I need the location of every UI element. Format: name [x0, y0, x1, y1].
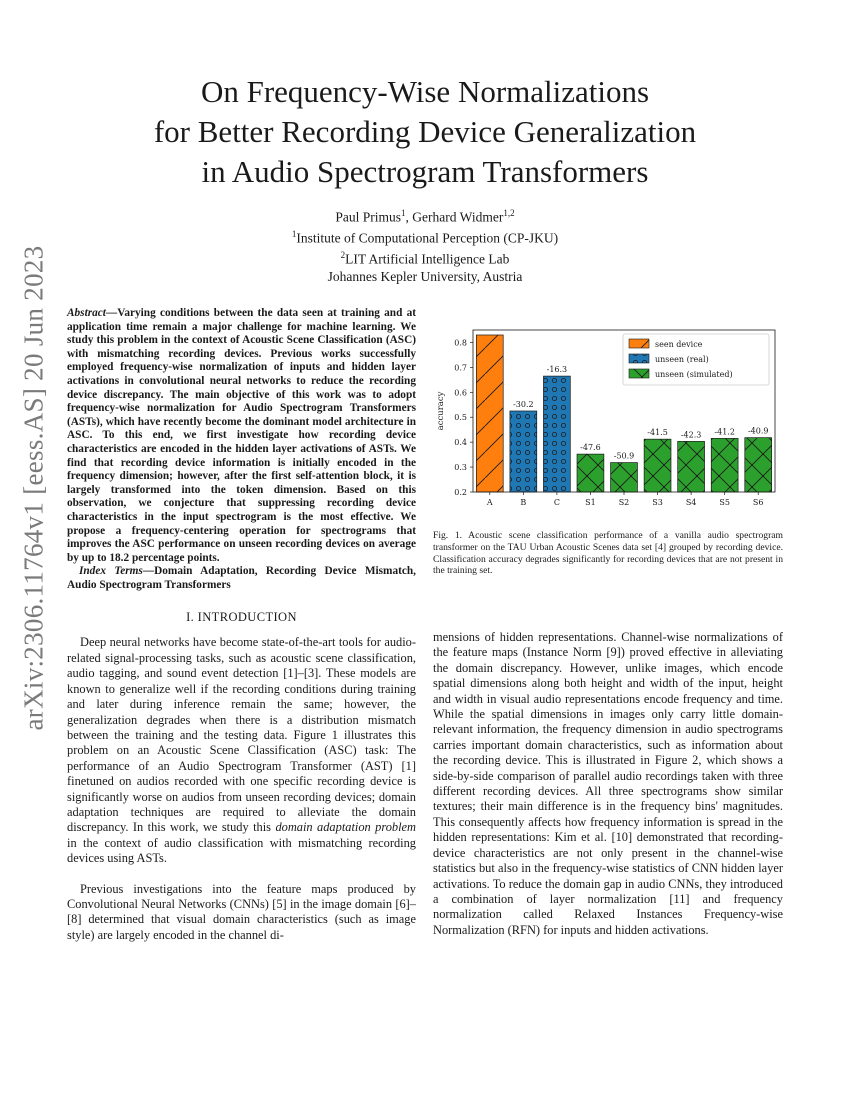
title-line-1: On Frequency-Wise Normalizations — [200, 74, 650, 109]
x-tick-label: S6 — [752, 498, 764, 507]
data-label: -40.9 — [747, 426, 769, 436]
accuracy-bar-chart — [433, 322, 783, 512]
arxiv-stamp-text: arXiv:2306.11764v1 [eess.AS] 20 Jun 2023 — [18, 245, 49, 730]
data-label: -41.2 — [714, 427, 735, 437]
figure-1 — [433, 322, 783, 517]
title-line-3: in Audio Spectrogram Transformers — [201, 154, 649, 189]
abstract-label: Abstract — [67, 307, 106, 319]
paper-title — [0, 72, 850, 192]
affiliation-3: Johannes Kepler University, Austria — [327, 269, 523, 284]
x-tick-label: S3 — [652, 498, 663, 507]
author-names — [0, 205, 850, 226]
y-axis-ticks — [454, 338, 473, 497]
bar-S1-hatch — [577, 454, 604, 492]
y-axis-label-text: accuracy — [436, 391, 446, 431]
legend-label-real: unseen (real) — [655, 355, 709, 364]
intro-p1-part-a: Deep neural networks have become state-of-the-art tools for audio-related signal-processing tasks, such as acoustic scene classification, audio tagging, and sound event detection [1]–[3]. These models are known to generalize well if the recording conditions during training and later during inference remain the same; however, the generalization degrades when there is a distribution mismatch between the training and the testing data. Figure 1 illustrates this problem on an Acoustic Scene Classification (ASC) task: The performance of an Audio Spectrogram Transformer (AST) [1] finetuned on audios recorded with one specific recording device is significantly worse on audios from unseen recording devices; domain adaptation techniques are required to alleviate the domain discrepancy. In this work, we study this — [67, 635, 416, 835]
data-label: -50.9 — [613, 451, 635, 461]
author-separator: , — [405, 209, 413, 225]
author-1: Paul Primus — [335, 209, 402, 225]
affiliation-2 — [0, 247, 850, 268]
right-column — [433, 630, 783, 938]
left-column — [67, 307, 416, 943]
x-tick-label: C — [553, 498, 560, 507]
bar-S3-hatch — [644, 439, 671, 492]
author-2-sup: 1,2 — [503, 208, 515, 218]
right-paragraph: mensions of hidden representations. Channel-wise normalizations of the feature maps (Instance Norm [9]) proved effective in alleviating the domain discrepancy. However, unlike images, which encode spatial dimensions along both height and width of the input, height and width in visual audio representations encode frequency and time. While the spatial dimensions in images only carry little domain-relevant information, the frequency dimension in audio spectrograms carries important domain characteristics, such as information about the recording device. This is illustrated in Figure 2, which shows a side-by-side comparison of parallel audio recordings taken with three different recording devices. All three spectrograms show similar textures; their main difference is in the frequency bins' magnitudes. This consequently affects how frequency information is spread in the hidden representations: Kim et al. [10] demonstrated that recording-device characteristics are not only present in the channel-wise statistics but also in the frequency-wise statistics of CNN hidden layer activations. To reduce the domain gap in audio CNNs, they introduced a combination of layer normalization [11] and frequency normalization called Relaxed Instances Frequency-wise Normalization (RFN) for inputs and hidden activations. — [433, 630, 783, 937]
author-1-sup: 1 — [401, 208, 406, 218]
legend-swatch-hatch — [629, 369, 649, 378]
arxiv-stamp — [14, 245, 54, 730]
legend-label-simulated: unseen (simulated) — [655, 370, 733, 379]
y-tick-label: 0.8 — [454, 338, 467, 348]
figure-1-caption: Fig. 1. Acoustic scene classification performance of a vanilla audio spectrogram transformer on the TAU Urban Acoustic Scenes data set [4] grouped by recording device. Classification accuracy degrades significantly for recording devices that are not present in the training set. — [433, 530, 783, 577]
author-2: Gerhard Widmer — [412, 209, 504, 225]
y-tick-label: 0.3 — [454, 463, 467, 473]
y-tick-label: 0.2 — [454, 488, 467, 497]
x-axis-ticks — [486, 492, 764, 507]
bar-S4-hatch — [678, 441, 705, 492]
data-label: -41.5 — [647, 428, 668, 438]
affiliation-2-text: LIT Artificial Intelligence Lab — [345, 251, 510, 267]
index-terms — [67, 565, 416, 592]
bar-S5-hatch — [711, 438, 738, 492]
title-line-2: for Better Recording Device Generalization — [153, 114, 697, 149]
x-tick-label: S5 — [719, 498, 730, 507]
y-axis-label — [436, 391, 446, 430]
author-block — [0, 205, 850, 286]
abstract — [67, 307, 416, 565]
x-tick-label: S1 — [585, 498, 596, 507]
bar-S6-hatch — [745, 438, 772, 492]
data-label: -42.3 — [680, 430, 702, 440]
affiliation-1-sup: 1 — [291, 229, 297, 239]
bar-B-hatch — [510, 411, 537, 492]
legend-swatch-hatch — [629, 339, 649, 348]
y-tick-label: 0.5 — [454, 413, 467, 423]
bar-A-hatch — [476, 335, 503, 492]
intro-p1-emphasis: domain adaptation problem — [275, 820, 416, 835]
y-tick-label: 0.6 — [454, 388, 467, 398]
x-tick-label: S2 — [618, 498, 630, 507]
affiliation-1 — [0, 226, 850, 247]
bar-C-hatch — [543, 376, 570, 492]
section-heading-introduction: I. INTRODUCTION — [186, 610, 297, 625]
x-tick-label: B — [520, 498, 527, 507]
legend-swatch-hatch — [629, 354, 649, 363]
chart-legend — [623, 334, 769, 385]
intro-p1-part-b: in the context of audio classification with mismatching recording devices using ASTs. — [67, 835, 416, 866]
intro-paragraph-2: Previous investigations into the feature maps produced by Convolutional Neural Networks (CNNs) [5] in the image domain [6]–[8] determined that visual domain characteristics (such as image style) are largely encoded in the channel di- — [67, 881, 416, 942]
x-tick-label: A — [486, 498, 493, 507]
abstract-text: —Varying conditions between the data seen at training and at application time remain a major challenge for machine learning. We study this problem in the context of Acoustic Scene Classification (ASC) with mismatching recording devices. Previous works successfully employed frequency-wise normalization of inputs and hidden layer activations in convolutional neural networks to reduce the recording device discrepancy. The main objective of this work was to adopt frequency-wise normalization for Audio Spectrogram Transformers (ASTs), which have recently become the dominant model architecture in ASC. To this end, we first investigate how recording device characteristics are encoded in the hidden layer activations of ASTs. We find that recording device information is initially encoded in the frequency dimension; however, after the first self-attention block, it is largely transformed into the token dimension. Based on this observation, we conjecture that suppressing recording device characteristics in the input spectrogram is the most effective. We propose a frequency-centering operation for spectrograms that improves the ASC performance on unseen recording devices on average by up to 18.2 percentage points. — [67, 307, 416, 564]
index-terms-label: Index Terms — [79, 565, 143, 578]
index-terms-text: —Domain Adaptation, Recording Device Mismatch, Audio Spectrogram Transformers — [67, 565, 416, 591]
data-label: -30.2 — [513, 400, 534, 409]
data-label: -16.3 — [546, 365, 568, 375]
affiliation-2-sup: 2 — [340, 250, 346, 260]
x-tick-label: S4 — [685, 498, 697, 507]
legend-label-seen: seen device — [655, 340, 703, 349]
affiliation-1-text: Institute of Computational Perception (CP-JKU) — [296, 230, 559, 246]
y-tick-label: 0.7 — [454, 363, 467, 373]
y-tick-label: 0.4 — [454, 438, 467, 448]
intro-paragraph-1 — [67, 635, 416, 866]
bar-S2-hatch — [611, 463, 638, 492]
data-label: -47.6 — [580, 443, 601, 453]
